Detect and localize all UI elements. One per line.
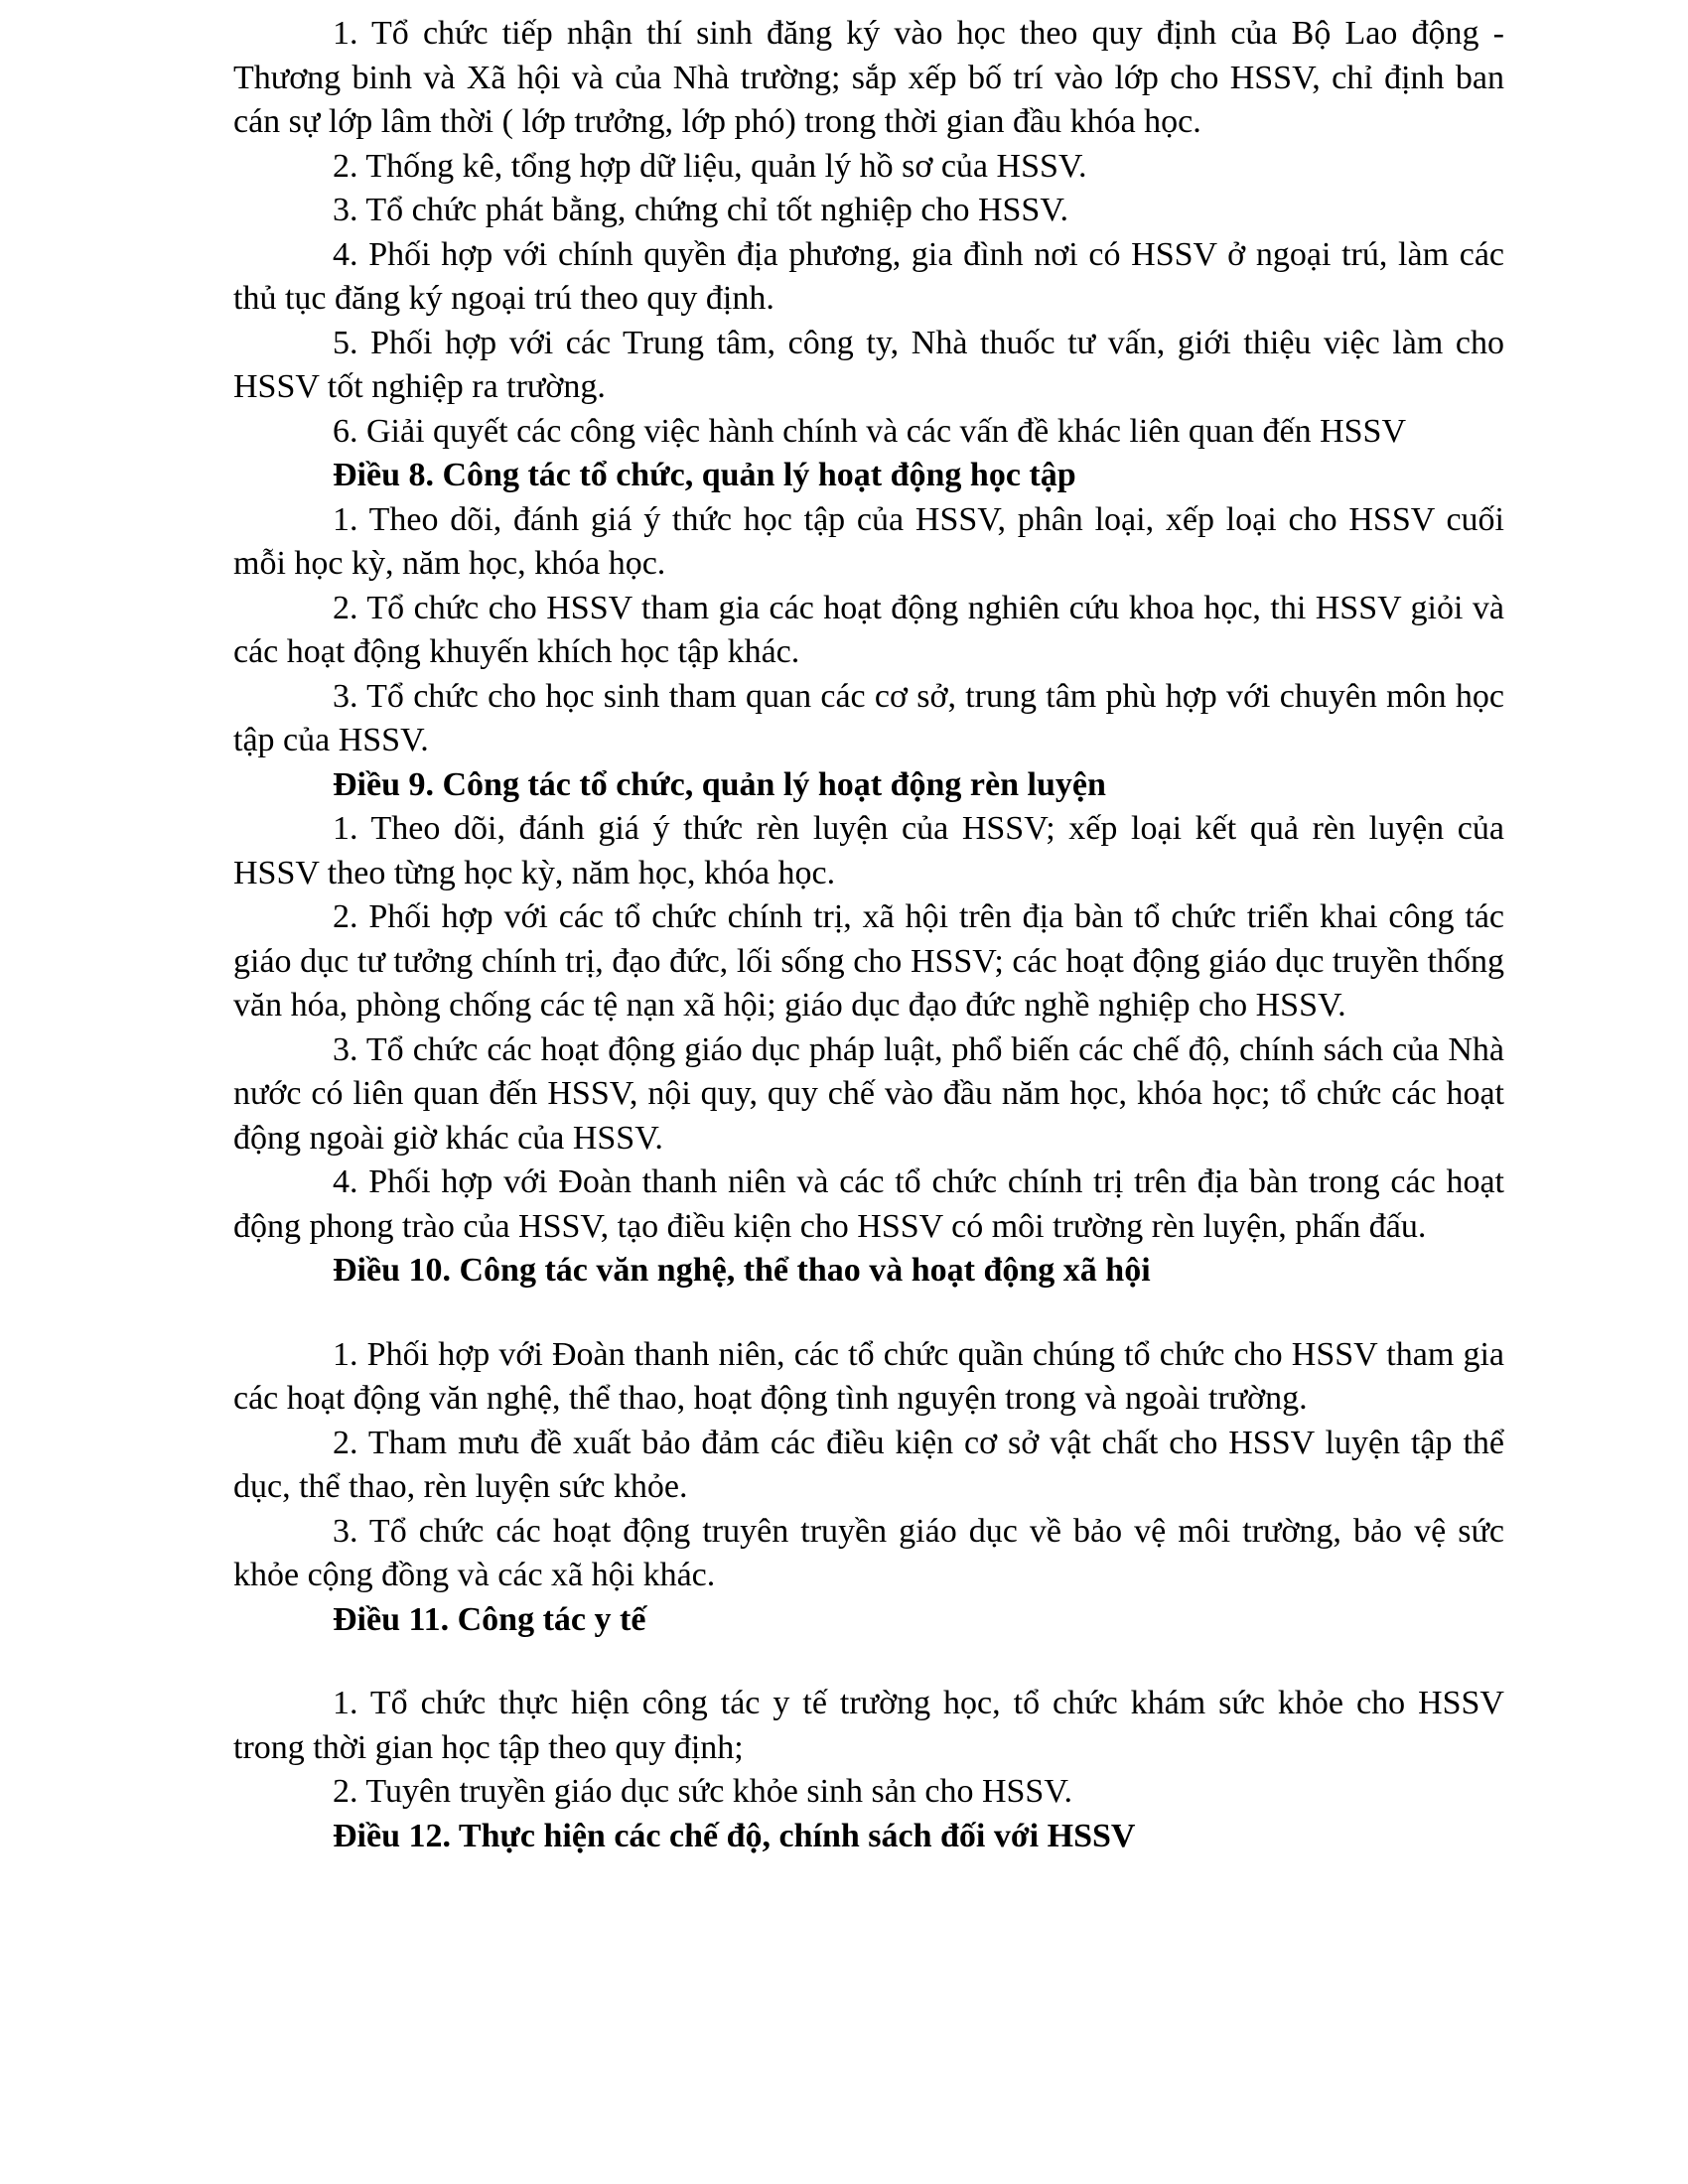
document-paragraph: 2. Tổ chức cho HSSV tham gia các hoạt động nghiên cứu khoa học, thi HSSV giỏi và các hoạt động khuyến khích học tập khác. <box>233 589 1504 670</box>
document-paragraph: 3. Tổ chức các hoạt động giáo dục pháp luật, phổ biến các chế độ, chính sách của Nhà nước có liên quan đến HSSV, nội quy, quy chế vào đầu năm học, khóa học; tổ chức các hoạt động ngoài giờ khác của HSSV. <box>233 1030 1504 1157</box>
document-paragraph: 3. Tổ chức cho học sinh tham quan các cơ sở, trung tâm phù hợp với chuyên môn học tập của HSSV. <box>233 677 1504 758</box>
document-paragraph: 2. Phối hợp với các tổ chức chính trị, xã hội trên địa bàn tổ chức triển khai công tác giáo dục tư tưởng chính trị, đạo đức, lối sống cho HSSV; các hoạt động giáo dục truyền thống văn hóa, phòng chống các tệ nạn xã hội; giáo dục đạo đức nghề nghiệp cho HSSV. <box>233 898 1504 1024</box>
section-heading: Điều 9. Công tác tổ chức, quản lý hoạt động rèn luyện <box>333 765 1106 803</box>
document-paragraph: 1. Phối hợp với Đoàn thanh niên, các tổ chức quần chúng tổ chức cho HSSV tham gia các hoạt động văn nghệ, thể thao, hoạt động tình nguyện trong và ngoài trường. <box>233 1335 1504 1417</box>
document-paragraph: 1. Theo dõi, đánh giá ý thức học tập của HSSV, phân loại, xếp loại cho HSSV cuối mỗi học kỳ, năm học, khóa học. <box>233 500 1504 582</box>
section-heading: Điều 10. Công tác văn nghệ, thể thao và hoạt động xã hội <box>333 1252 1151 1289</box>
document-body <box>233 12 1504 1858</box>
blank-line <box>233 1642 1504 1682</box>
document-paragraph: 2. Tuyên truyền giáo dục sức khỏe sinh sản cho HSSV. <box>333 1773 1073 1810</box>
document-paragraph: 2. Tham mưu đề xuất bảo đảm các điều kiện cơ sở vật chất cho HSSV luyện tập thể dục, thể thao, rèn luyện sức khỏe. <box>233 1424 1504 1505</box>
section-heading: Điều 8. Công tác tổ chức, quản lý hoạt động học tập <box>333 457 1076 493</box>
document-paragraph: 1. Tổ chức thực hiện công tác y tế trường học, tổ chức khám sức khỏe cho HSSV trong thời gian học tập theo quy định; <box>233 1685 1504 1766</box>
document-paragraph: 3. Tổ chức các hoạt động truyên truyền giáo dục về bảo vệ môi trường, bảo vệ sức khỏe cộng đồng và các xã hội khác. <box>233 1512 1504 1593</box>
document-paragraph: 5. Phối hợp với các Trung tâm, công ty, Nhà thuốc tư vấn, giới thiệu việc làm cho HSSV tốt nghiệp ra trường. <box>233 324 1504 405</box>
document-paragraph: 2. Thống kê, tổng hợp dữ liệu, quản lý hồ sơ của HSSV. <box>333 147 1087 185</box>
document-paragraph: 4. Phối hợp với Đoàn thanh niên và các tổ chức chính trị trên địa bàn trong các hoạt động phong trào của HSSV, tạo điều kiện cho HSSV có môi trường rèn luyện, phấn đấu. <box>233 1163 1504 1245</box>
section-heading: Điều 11. Công tác y tế <box>333 1600 646 1638</box>
document-paragraph: 1. Tổ chức tiếp nhận thí sinh đăng ký vào học theo quy định của Bộ Lao động - Thương binh và Xã hội và của Nhà trường; sắp xếp bố trí vào lớp cho HSSV, chỉ định ban cán sự lớp lâm thời ( lớp trưởng, lớp phó) trong thời gian đầu khóa học. <box>233 15 1504 140</box>
document-paragraph: 1. Theo dõi, đánh giá ý thức rèn luyện của HSSV; xếp loại kết quả rèn luyện của HSSV theo từng học kỳ, năm học, khóa học. <box>233 810 1504 891</box>
section-heading: Điều 12. Thực hiện các chế độ, chính sách đối với HSSV <box>333 1817 1136 1854</box>
document-paragraph: 4. Phối hợp với chính quyền địa phương, gia đình nơi có HSSV ở ngoại trú, làm các thủ tục đăng ký ngoại trú theo quy định. <box>233 235 1504 317</box>
document-paragraph: 6. Giải quyết các công việc hành chính và các vấn đề khác liên quan đến HSSV <box>333 412 1407 450</box>
document-paragraph: 3. Tổ chức phát bằng, chứng chỉ tốt nghiệp cho HSSV. <box>333 192 1069 228</box>
blank-line <box>233 1294 1504 1333</box>
